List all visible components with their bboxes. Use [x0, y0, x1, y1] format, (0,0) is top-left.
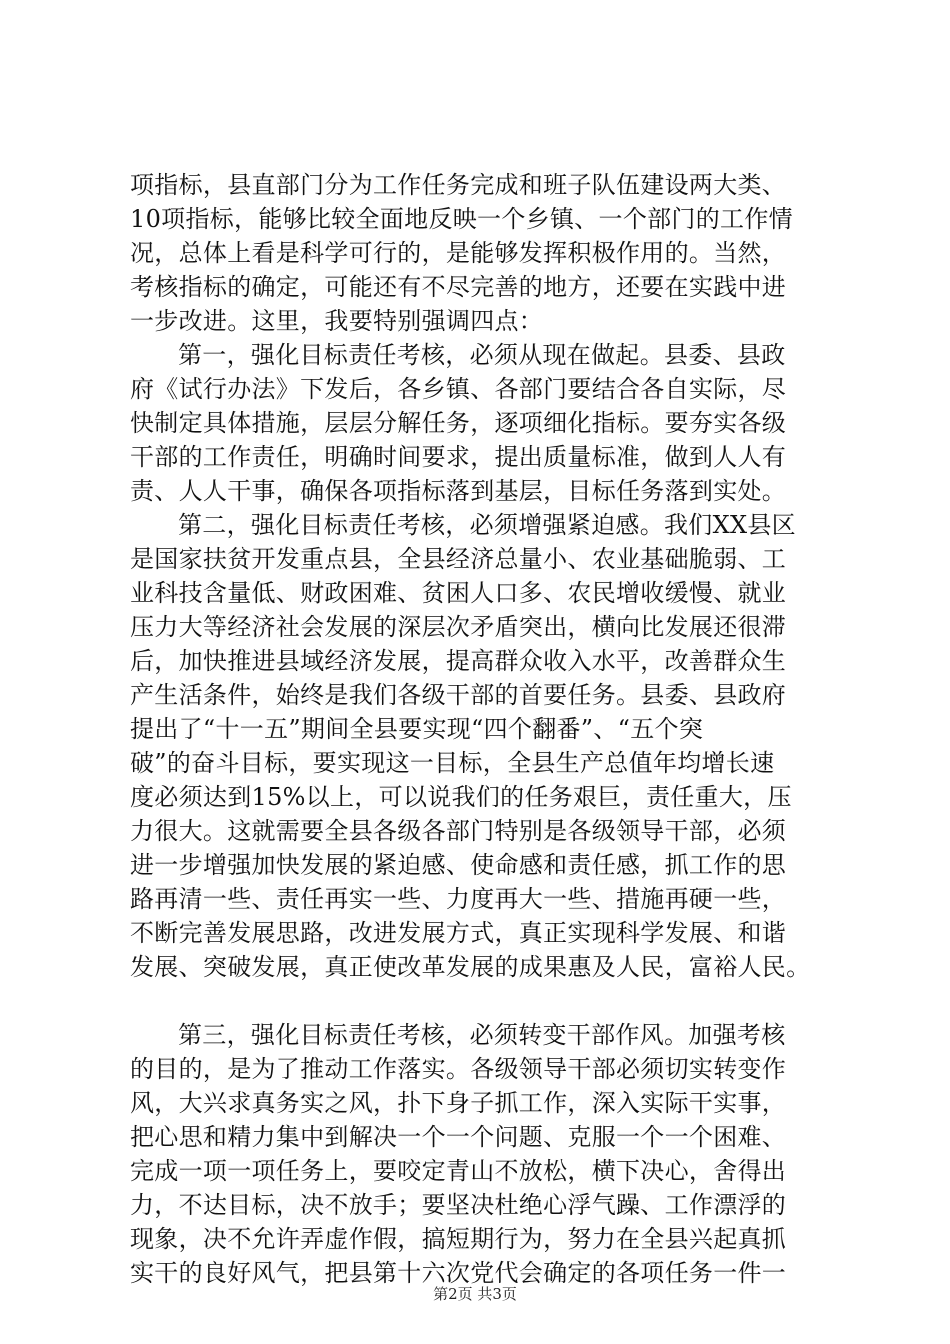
- text-line: 况，总体上看是科学可行的，是能够发挥积极作用的。当然，: [130, 239, 787, 267]
- text-line: 度必须达到15%以上，可以说我们的任务艰巨，责任重大，压: [130, 783, 792, 811]
- paragraph-gap: [130, 984, 830, 1018]
- text-line: 路再清一些、责任再实一些、力度再大一些、措施再硬一些，: [130, 885, 787, 913]
- text-line: 第一，强化目标责任考核，必须从现在做起。县委、县政: [178, 341, 786, 369]
- text-line: 产生活条件，始终是我们各级干部的首要任务。县委、县政府: [130, 681, 787, 709]
- text-line: 不断完善发展思路，改进发展方式，真正实现科学发展、和谐: [130, 919, 787, 947]
- text-line: 实干的良好风气，把县第十六次党代会确定的各项任务一件一: [130, 1259, 787, 1287]
- text-line: 后，加快推进县域经济发展，提高群众收入水平，改善群众生: [130, 647, 787, 675]
- text-line: 破”的奋斗目标，要实现这一目标，全县生产总值年均增长速: [130, 749, 775, 777]
- text-line: 提出了“十一五”期间全县要实现“四个翻番”、“五个突: [130, 715, 704, 743]
- paragraph-1: [130, 168, 830, 338]
- text-line: 的目的，是为了推动工作落实。各级领导干部必须切实转变作: [130, 1055, 787, 1083]
- text-line: 进一步增强加快发展的紧迫感、使命感和责任感，抓工作的思: [130, 851, 787, 879]
- text-line: 考核指标的确定，可能还有不尽完善的地方，还要在实践中进: [130, 273, 787, 301]
- text-line: 压力大等经济社会发展的深层次矛盾突出，横向比发展还很滞: [130, 613, 787, 641]
- paragraph-3: [130, 508, 830, 984]
- text-line: 完成一项一项任务上，要咬定青山不放松，横下决心，舍得出: [130, 1157, 787, 1185]
- page-footer: [0, 1284, 950, 1304]
- text-line: 发展、突破发展，真正使改革发展的成果惠及人民，富裕人民。: [130, 953, 811, 981]
- paragraph-2: [130, 338, 830, 508]
- paragraph-4: [130, 1018, 830, 1290]
- text-line: 把心思和精力集中到解决一个一个问题、克服一个一个困难、: [130, 1123, 787, 1151]
- text-line: 干部的工作责任，明确时间要求，提出质量标准，做到人人有: [130, 443, 787, 471]
- text-line: 第二，强化目标责任考核，必须增强紧迫感。我们XX县区: [178, 511, 796, 539]
- document-body: [130, 168, 830, 1290]
- text-line: 现象，决不允许弄虚作假，搞短期行为，努力在全县兴起真抓: [130, 1225, 787, 1253]
- text-line: 府《试行办法》下发后，各乡镇、各部门要结合各自实际，尽: [130, 375, 787, 403]
- page-number-label: 第2页 共3页: [433, 1285, 517, 1303]
- text-line: 是国家扶贫开发重点县，全县经济总量小、农业基础脆弱、工: [130, 545, 787, 573]
- text-line: 责、人人干事，确保各项指标落到基层，目标任务落到实处。: [130, 477, 787, 505]
- text-line: 10项指标，能够比较全面地反映一个乡镇、一个部门的工作情: [130, 205, 793, 233]
- text-line: 项指标，县直部门分为工作任务完成和班子队伍建设两大类、: [130, 171, 787, 199]
- text-line: 力很大。这就需要全县各级各部门特别是各级领导干部，必须: [130, 817, 787, 845]
- text-line: 业科技含量低、财政困难、贫困人口多、农民增收缓慢、就业: [130, 579, 787, 607]
- text-line: 第三，强化目标责任考核，必须转变干部作风。加强考核: [178, 1021, 786, 1049]
- text-line: 一步改进。这里，我要特别强调四点：: [130, 307, 544, 335]
- text-line: 快制定具体措施，层层分解任务，逐项细化指标。要夯实各级: [130, 409, 787, 437]
- text-line: 力，不达目标，决不放手；要坚决杜绝心浮气躁、工作漂浮的: [130, 1191, 787, 1219]
- text-line: 风，大兴求真务实之风，扑下身子抓工作，深入实际干实事，: [130, 1089, 787, 1117]
